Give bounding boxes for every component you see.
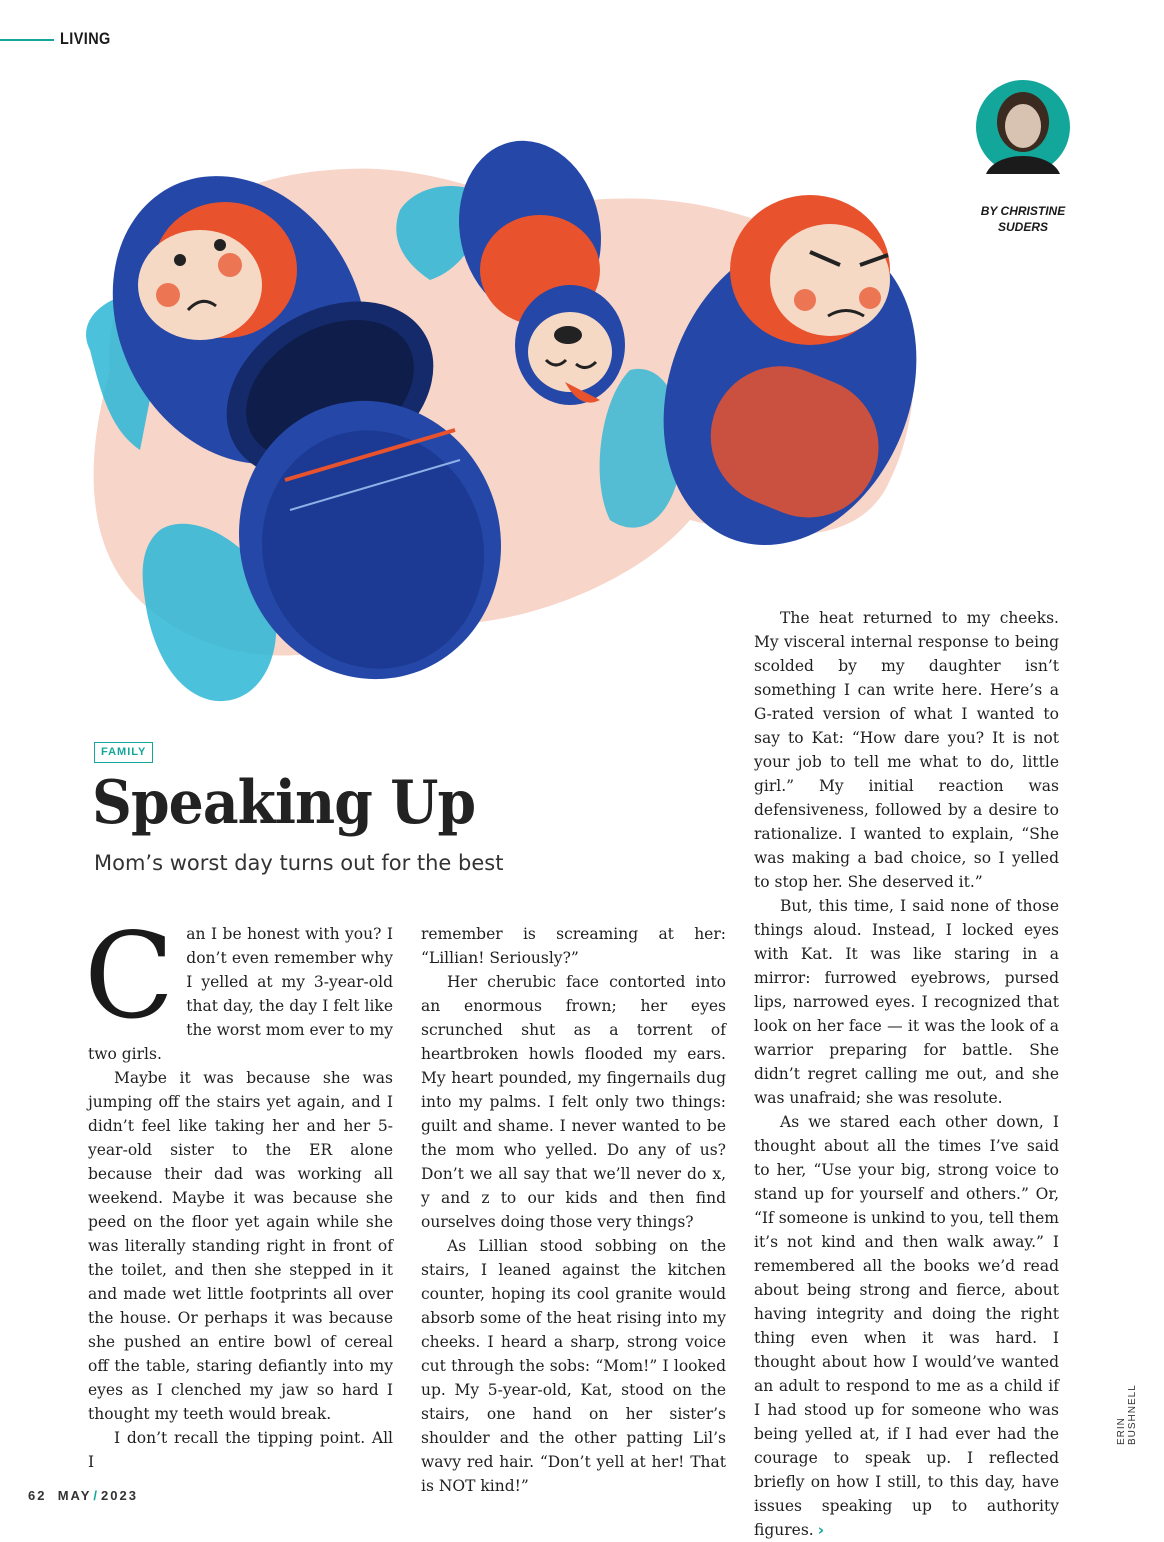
issue-year: 2023 [101, 1488, 138, 1503]
article-paragraph [754, 1110, 1059, 1542]
article-paragraph: remember is screaming at her: “Lillian! Seriously?” [421, 925, 726, 967]
paragraph-text: an I be honest with you? I don’t even remember why I yelled at my 3-year-old that day, the day I felt like the worst mom ever to my two girls. [88, 925, 393, 1063]
article-paragraph: The heat returned to my cheeks. My visceral internal response to being scolded by my daughter isn’t something I can write here. Here’s a G-rated version of what I wanted to say to Kat: “How dare you? It is not your job to tell me what to do, little girl.” My initial reaction was defensiveness, followed by a desire to rationalize. I wanted to explain, “She was making a bad choice, so I yelled to stop her. She deserved it.” [754, 609, 1059, 891]
issue-month: MAY [57, 1488, 92, 1503]
page-footer [28, 1488, 138, 1503]
category-tag: FAMILY [94, 742, 153, 763]
article-paragraph: Maybe it was because she was jumping off the stairs yet again, and I didn’t feel like taking her and her 5-year-old sister to the ER alone because their dad was working all weekend. Maybe it was because she peed on the floor yet again while she was literally standing right in front of the toilet, and then she stepped in it and made wet little footprints all over the house. Or perhaps it was because she pushed an entire bowl of cereal off the table, staring defiantly into my eyes as I clenched my jaw so hard I thought my teeth would break. [88, 1069, 393, 1423]
dek: Mom’s worst day turns out for the best [94, 851, 504, 875]
article-paragraph [84, 907, 393, 1066]
photo-credit: ERIN BUSHNELL [1116, 1384, 1138, 1445]
article-column-2 [421, 922, 726, 1498]
dropcap: C [84, 907, 175, 1045]
article-column-3 [754, 606, 1059, 1542]
byline-line1: BY CHRISTINE [980, 204, 1066, 218]
continue-arrow-icon[interactable]: › [817, 1521, 825, 1539]
article-paragraph: But, this time, I said none of those things aloud. Instead, I locked eyes with Kat. It was like staring in a mirror: furrowed eyebrows, pursed lips, narrowed eyes. I recognized that look on her face — it was the look of a warrior preparing for battle. She didn’t regret calling me out, and she was unafraid; she was resolute. [754, 897, 1059, 1107]
article-paragraph: As Lillian stood sobbing on the stairs, I leaned against the kitchen counter, hoping its cool granite would absorb some of the heat rising into my cheeks. I heard a sharp, strong voice cut through the sobs: “Mom!” I looked up. My 5-year-old, Kat, stood on the stairs, one hand on her sister’s shoulder and the other patting Lil’s wavy red hair. “Don’t yell at her! That is NOT kind!” [421, 1237, 726, 1495]
section-rule [0, 39, 54, 41]
headline: Speaking Up [92, 768, 476, 838]
page-number: 62 [28, 1488, 47, 1503]
paragraph-text: As we stared each other down, I thought about all the times I’ve said to her, “Use your big, strong voice to stand up for yourself and others.” Or, “If someone is unkind to you, tell them it’s not kind and then walk away.” I remembered all the books we’d read about being strong and fierce, about having integrity and doing the right thing even when it was hard. I thought about how I would’ve wanted an adult to respond to me as a child if I had stood up for someone who was being yelled at, if I had ever had the courage to speak up. I reflected briefly on how I still, to this day, have issues speaking up to authority figures. [754, 1113, 1060, 1539]
author-photo [976, 80, 1071, 190]
byline-line2: SUDERS [997, 220, 1048, 234]
slash-divider: / [93, 1488, 100, 1503]
article-column-1 [84, 907, 393, 1474]
section-label: LIVING [60, 29, 111, 48]
article-paragraph: Her cherubic face contorted into an enormous frown; her eyes scrunched shut as a torrent of heartbroken howls flooded my ears. My heart pounded, my fingernails dug into my palms. I felt only two things: guilt and shame. I never wanted to be the mom who yelled. Do any of us? Don’t we all say that we’ll never do x, y and z to our kids and then find ourselves doing those very things? [421, 973, 726, 1231]
article-paragraph: I don’t recall the tipping point. All I [88, 1429, 393, 1471]
byline [960, 203, 1086, 235]
